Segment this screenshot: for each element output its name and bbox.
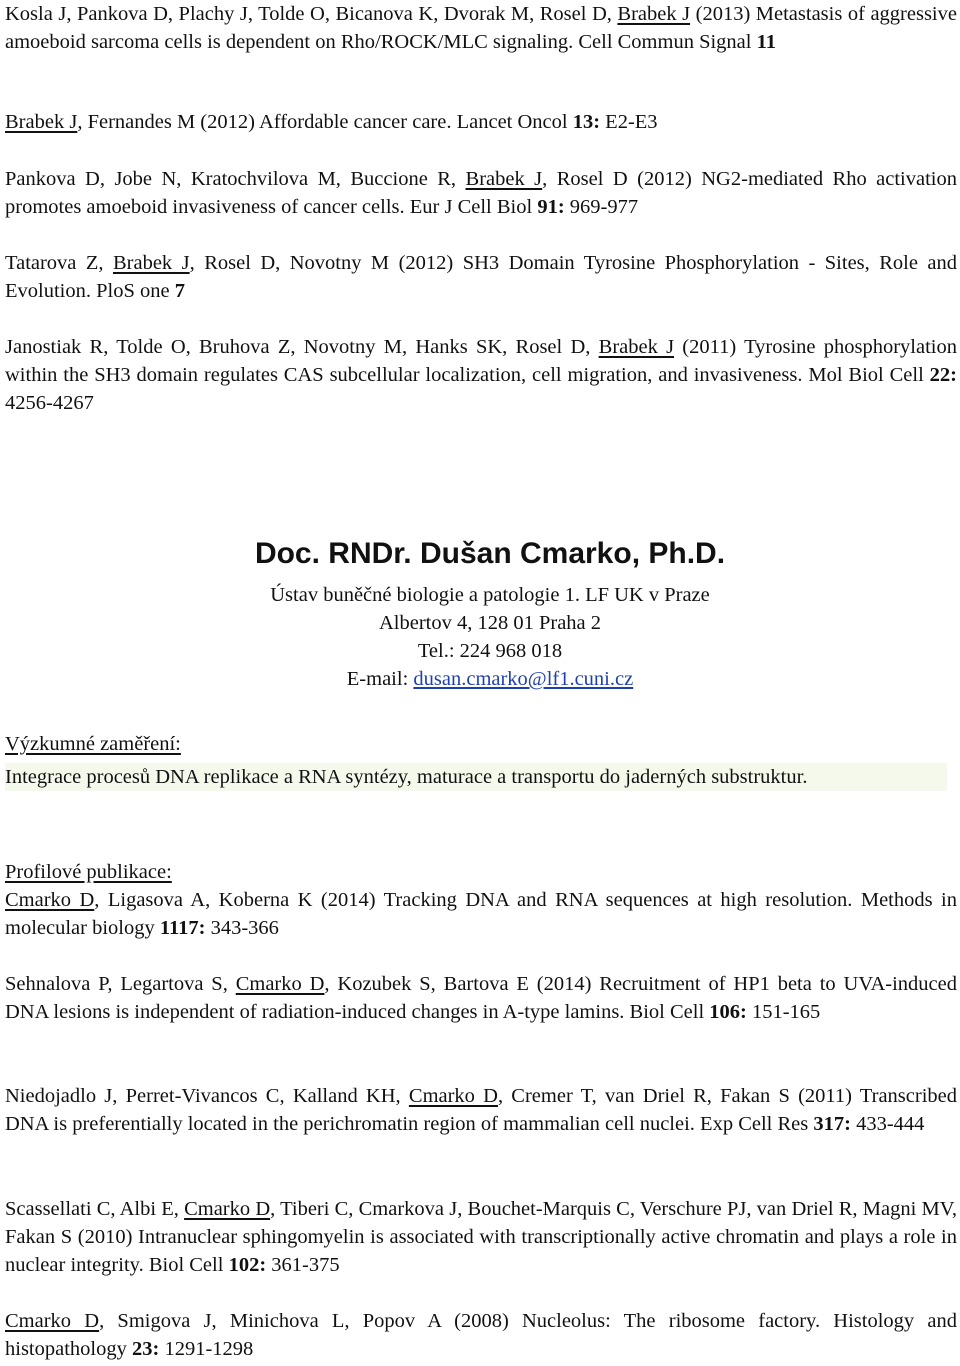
ref-volume: 91: xyxy=(537,196,565,218)
ref-volume: 11 xyxy=(756,31,776,53)
pub-pages: 151-165 xyxy=(746,1001,821,1023)
research-text: Integrace procesů DNA replikace a RNA syntézy, maturace a transportu do jaderných substruktur. xyxy=(5,763,947,791)
ref-author-underlined: Brabek J xyxy=(617,3,691,25)
ref-text: Janostiak R, Tolde O, Bruhova Z, Novotny M, Hanks SK, Rosel D, xyxy=(5,336,599,358)
reference-top-3 xyxy=(5,165,957,221)
person-name: Doc. RNDr. Dušan Cmarko, Ph.D. xyxy=(254,537,726,570)
reference-top-2 xyxy=(5,108,957,136)
ref-author-underlined: Brabek J xyxy=(5,111,78,133)
ref-pages: E2-E3 xyxy=(600,111,658,133)
ref-text: Kosla J, Pankova D, Plachy J, Tolde O, Bicanova K, Dvorak M, Rosel D, xyxy=(5,3,618,25)
email-link[interactable]: dusan.cmarko@lf1.cuni.cz xyxy=(413,668,634,690)
ref-text: Pankova D, Jobe N, Kratochvilova M, Buccione R, xyxy=(5,168,466,190)
email-line xyxy=(5,665,960,693)
pub-volume: 1117: xyxy=(159,917,206,939)
pub-text: , Smigova J, Minichova L, Popov A (2008) Nucleolus: The ribosome factory. Histology and histopathology xyxy=(5,1310,957,1360)
ref-text: , Fernandes M (2012) Affordable cancer care. Lancet Oncol xyxy=(77,111,573,133)
pub-pages: 433-444 xyxy=(850,1113,925,1135)
pub-pages: 361-375 xyxy=(266,1254,340,1276)
reference-top-5 xyxy=(5,333,957,417)
publications-heading xyxy=(5,858,957,886)
pub-text: Sehnalova P, Legartova S, xyxy=(5,973,236,995)
ref-text: (2011) Tyrosine phosphorylation within the SH3 domain regulates CAS subcellular localization, cell migration, and invasiveness. Mol Biol Cell xyxy=(5,336,957,386)
pub-pages: 343-366 xyxy=(205,917,279,939)
pub-text: Niedojadlo J, Perret-Vivancos C, Kalland KH, xyxy=(5,1085,409,1107)
ref-text: (2013) Metastasis of aggressive amoeboid sarcoma cells is dependent on Rho/ROCK/MLC signaling. Cell Commun Signal xyxy=(5,3,957,53)
pub-text: , Tiberi C, Cmarkova J, Bouchet-Marquis C, Verschure PJ, van Driel R, Magni MV, Fakan S (2010) Intranuclear sphingomyelin is associated with transcriptionally active chromatin and plays a role in nuclear integrity. Biol Cell xyxy=(5,1198,957,1276)
publication-3 xyxy=(5,1082,957,1138)
ref-text: , Rosel D (2012) NG2-mediated Rho activation promotes amoeboid invasiveness of cancer cells. Eur J Cell Biol xyxy=(5,168,957,218)
pub-author-underlined: Cmarko D xyxy=(5,1310,100,1332)
ref-author-underlined: Brabek J xyxy=(112,252,190,274)
email-label: E-mail: xyxy=(346,668,414,690)
pub-volume: 23: xyxy=(131,1338,160,1360)
publication-4 xyxy=(5,1195,957,1279)
ref-pages: 4256-4267 xyxy=(5,392,94,414)
publication-5 xyxy=(5,1307,957,1363)
pub-volume: 102: xyxy=(228,1254,267,1276)
pub-author-underlined: Cmarko D xyxy=(408,1085,498,1107)
pub-author-underlined: Cmarko D xyxy=(235,973,325,995)
publication-1 xyxy=(5,886,957,942)
pub-text: , Kozubek S, Bartova E (2014) Recruitment of HP1 beta to UVA-induced DNA lesions is independent of radiation-induced changes in A-type lamins. Biol Cell xyxy=(5,973,958,1023)
reference-top-4 xyxy=(5,249,957,305)
pub-text: Scassellati C, Albi E, xyxy=(5,1198,185,1220)
pub-volume: 317: xyxy=(813,1113,851,1135)
address: Albertov 4, 128 01 Praha 2 xyxy=(378,612,602,634)
ref-author-underlined: Brabek J xyxy=(465,168,543,190)
reference-top-1 xyxy=(5,0,957,56)
research-heading xyxy=(5,730,957,758)
pub-text: , Ligasova A, Koberna K (2014) Tracking DNA and RNA sequences at high resolution. Methods in molecular biology xyxy=(5,889,957,939)
ref-volume: 13: xyxy=(572,111,601,133)
ref-pages: 969-977 xyxy=(564,196,639,218)
research-heading-text: Výzkumné zaměření: xyxy=(5,733,181,755)
pub-pages: 1291-1298 xyxy=(159,1338,254,1360)
pub-author-underlined: Cmarko D xyxy=(184,1198,271,1220)
ref-volume: 7 xyxy=(174,280,185,302)
ref-text: , Rosel D, Novotny M (2012) SH3 Domain Tyrosine Phosphorylation - Sites, Role and Evolution. PloS one xyxy=(5,252,957,302)
ref-author-underlined: Brabek J xyxy=(598,336,675,358)
ref-volume: 22: xyxy=(929,364,957,386)
pub-text: , Cremer T, van Driel R, Fakan S (2011) Transcribed DNA is preferentially located in the perichromatin region of mammalian cell nuclei. Exp Cell Res xyxy=(5,1085,957,1135)
pub-author-underlined: Cmarko D xyxy=(5,889,95,911)
publication-2 xyxy=(5,970,957,1026)
pub-volume: 106: xyxy=(709,1001,747,1023)
telephone: Tel.: 224 968 018 xyxy=(417,640,563,662)
publications-heading-text: Profilové publikace: xyxy=(5,861,172,883)
contact-block xyxy=(5,536,960,693)
ref-text: Tatarova Z, xyxy=(5,252,113,274)
institute: Ústav buněčné biologie a patologie 1. LF UK v Praze xyxy=(270,584,710,606)
